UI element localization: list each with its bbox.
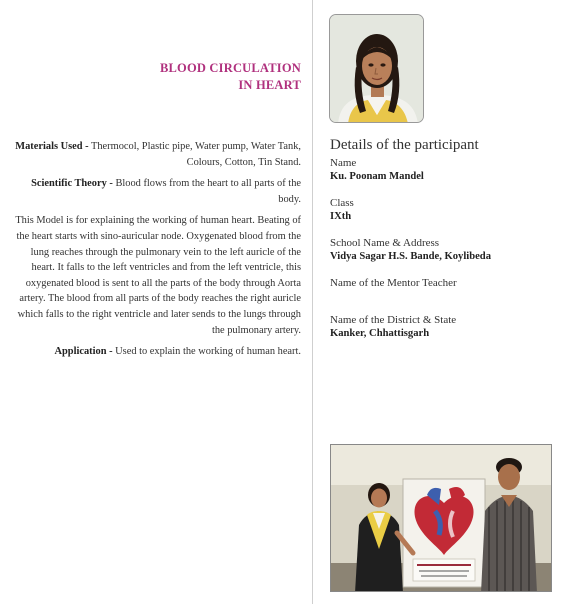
mentor-field bbox=[330, 277, 560, 290]
mentor-label: Name of the Mentor Teacher bbox=[330, 277, 457, 289]
class-field bbox=[330, 197, 560, 224]
title-line-1: BLOOD CIRCULATION bbox=[159, 61, 301, 75]
application-label: Application - bbox=[54, 346, 113, 358]
project-description-column bbox=[14, 139, 301, 366]
exhibit-illustration bbox=[331, 445, 552, 592]
materials-label: Materials Used - bbox=[15, 141, 89, 152]
participant-details bbox=[330, 137, 560, 354]
exhibit-photo-heart-model bbox=[330, 444, 552, 592]
details-heading: Details of the participant bbox=[330, 137, 479, 153]
student-portrait-photo bbox=[329, 14, 424, 123]
title-line-2: IN HEART bbox=[238, 78, 301, 92]
district-label: Name of the District & State bbox=[330, 314, 457, 326]
application-text: Used to explain the working of human heart. bbox=[115, 346, 301, 358]
materials-text: Thermocol, Plastic pipe, Water pump, Water Tank, Colours, Cotton, Tin Stand. bbox=[91, 141, 301, 168]
district-field bbox=[330, 314, 560, 341]
description-paragraph: This Model is for explaining the working of human heart. Beating of the heart starts with sino-auricular node. Oxygenated blood from the lung reaches through the pulmonary vein to the left auricle of the heart. It falls to the left ventricles and from the left ventricle, this oxygenated blood is sent to all the parts of the body through Aorta artery. The blood from all parts of the body reaches the right auricle which falls to the right ventricle and later sends to the lungs through the pulmonary artery. bbox=[15, 215, 301, 336]
school-label: School Name & Address bbox=[330, 237, 440, 249]
theory-label: Scientific Theory - bbox=[31, 178, 113, 190]
district-value: Kanker, Chhattisgarh bbox=[330, 328, 430, 339]
class-value: IXth bbox=[330, 211, 352, 222]
name-label: Name bbox=[330, 157, 357, 169]
materials-paragraph bbox=[14, 139, 301, 170]
project-title bbox=[101, 60, 301, 94]
class-label: Class bbox=[330, 197, 354, 209]
name-field bbox=[330, 157, 560, 184]
school-field bbox=[330, 237, 560, 264]
name-value: Ku. Poonam Mandel bbox=[330, 171, 424, 182]
theory-text: Blood flows from the heart to all parts of the body. bbox=[115, 178, 301, 205]
theory-paragraph bbox=[14, 176, 301, 207]
portrait-illustration bbox=[330, 15, 424, 123]
school-value: Vidya Sagar H.S. Bande, Koylibeda bbox=[330, 251, 492, 262]
application-paragraph bbox=[14, 344, 301, 360]
column-divider bbox=[312, 0, 313, 604]
